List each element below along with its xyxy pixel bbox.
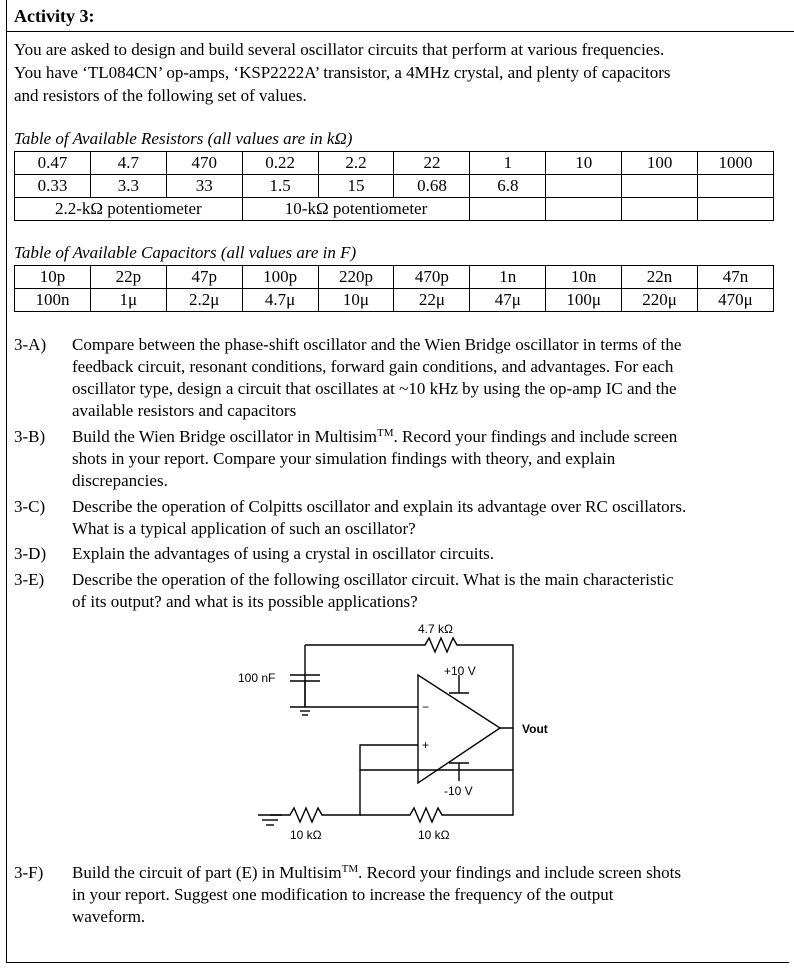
table-cell bbox=[546, 175, 622, 198]
capacitor-table bbox=[14, 265, 774, 312]
trademark: TM bbox=[376, 427, 394, 439]
intro-line: and resistors of the following set of values. bbox=[14, 86, 307, 105]
question-line: in your report. Suggest one modification to increase the frequency of the output bbox=[72, 885, 614, 904]
title-divider bbox=[6, 31, 794, 32]
table-cell: 2.2-kΩ potentiometer bbox=[15, 198, 243, 221]
label-vout: Vout bbox=[522, 722, 548, 736]
table-cell: 3.3 bbox=[90, 175, 166, 198]
table-cell bbox=[698, 175, 774, 198]
vminus-pin bbox=[449, 763, 469, 781]
table-cell: 15 bbox=[318, 175, 394, 198]
table-cell: 10μ bbox=[318, 289, 394, 312]
table-cell: 1.5 bbox=[242, 175, 318, 198]
label-capacitor: 100 nF bbox=[238, 671, 276, 685]
table-cell: 10n bbox=[546, 266, 622, 289]
question-text: . Record your findings and include screen bbox=[393, 427, 678, 446]
resistor-row-3 bbox=[15, 198, 774, 221]
trademark: TM bbox=[341, 863, 359, 875]
table-cell: 100 bbox=[622, 152, 698, 175]
resistor-row-1 bbox=[15, 152, 774, 175]
intro-paragraph bbox=[14, 38, 784, 107]
question-3d bbox=[14, 543, 784, 565]
table-cell bbox=[698, 198, 774, 221]
question-3e bbox=[14, 569, 784, 613]
resistor-row-2 bbox=[15, 175, 774, 198]
table-cell: 220μ bbox=[622, 289, 698, 312]
resistor-table-caption: Table of Available Resistors (all values are in kΩ) bbox=[14, 129, 353, 148]
question-text: Build the circuit of part (E) in Multisim bbox=[72, 863, 342, 882]
table-cell: 1000 bbox=[698, 152, 774, 175]
question-line: What is a typical application of such an oscillator? bbox=[72, 519, 416, 538]
table-cell: 4.7 bbox=[90, 152, 166, 175]
question-line: oscillator type, design a circuit that oscillates at ~10 kHz by using the op-amp IC and the bbox=[72, 379, 677, 398]
intro-line: You have ‘TL084CN’ op-amps, ‘KSP2222A’ transistor, a 4MHz crystal, and plenty of capacitors bbox=[14, 63, 671, 82]
table-cell: 100μ bbox=[546, 289, 622, 312]
table-cell: 2.2μ bbox=[166, 289, 242, 312]
question-line: feedback circuit, resonant conditions, forward gain conditions, and advantages. For each bbox=[72, 357, 674, 376]
question-line: Explain the advantages of using a crystal in oscillator circuits. bbox=[72, 544, 495, 563]
question-label: 3-D) bbox=[14, 544, 47, 563]
table-cell: 22 bbox=[394, 152, 470, 175]
divider-resistor bbox=[360, 770, 513, 822]
table-cell: 470 bbox=[166, 152, 242, 175]
intro-line: You are asked to design and build several oscillator circuits that perform at various frequencies. bbox=[14, 40, 665, 59]
feedback-wire bbox=[305, 638, 513, 728]
table-cell: 0.22 bbox=[242, 152, 318, 175]
table-cell: 22p bbox=[90, 266, 166, 289]
question-label: 3-A) bbox=[14, 335, 47, 354]
question-line: discrepancies. bbox=[72, 471, 168, 490]
table-cell: 1μ bbox=[90, 289, 166, 312]
question-3b bbox=[14, 426, 784, 492]
question-line: Compare between the phase-shift oscillator and the Wien Bridge oscillator in terms of the bbox=[72, 335, 682, 354]
question-3f bbox=[14, 862, 784, 928]
table-cell: 470p bbox=[394, 266, 470, 289]
table-cell bbox=[546, 198, 622, 221]
table-cell: 6.8 bbox=[470, 175, 546, 198]
table-cell bbox=[622, 175, 698, 198]
question-line: Describe the operation of Colpitts oscillator and explain its advantage over RC oscillators. bbox=[72, 497, 687, 516]
activity-title: Activity 3: bbox=[14, 6, 95, 26]
question-line: available resistors and capacitors bbox=[72, 401, 297, 420]
table-cell: 1n bbox=[470, 266, 546, 289]
table-cell: 10p bbox=[15, 266, 91, 289]
table-cell: 47p bbox=[166, 266, 242, 289]
table-cell: 220p bbox=[318, 266, 394, 289]
table-cell: 0.68 bbox=[394, 175, 470, 198]
table-cell bbox=[622, 198, 698, 221]
table-cell: 100p bbox=[242, 266, 318, 289]
question-3a bbox=[14, 334, 784, 422]
table-cell bbox=[470, 198, 546, 221]
question-line bbox=[72, 426, 784, 448]
question-line: waveform. bbox=[72, 907, 146, 926]
capacitor-table-caption: Table of Available Capacitors (all values are in F) bbox=[14, 243, 357, 262]
question-line: Describe the operation of the following oscillator circuit. What is the main characteristic bbox=[72, 570, 674, 589]
label-feedback-resistor: 4.7 kΩ bbox=[418, 622, 453, 636]
question-3c bbox=[14, 496, 784, 540]
table-cell: 0.33 bbox=[15, 175, 91, 198]
capacitor-row-1 bbox=[15, 266, 774, 289]
table-cell: 22μ bbox=[394, 289, 470, 312]
question-label: 3-F) bbox=[14, 863, 44, 882]
label-vminus: -10 V bbox=[444, 784, 473, 798]
label-divider-resistor: 10 kΩ bbox=[418, 828, 450, 842]
question-line: shots in your report. Compare your simulation findings with theory, and explain bbox=[72, 449, 616, 468]
table-cell: 47μ bbox=[470, 289, 546, 312]
question-text: . Record your findings and include screen shots bbox=[358, 863, 682, 882]
capacitor-row-2 bbox=[15, 289, 774, 312]
table-cell: 10-kΩ potentiometer bbox=[242, 198, 470, 221]
table-cell: 33 bbox=[166, 175, 242, 198]
table-cell: 0.47 bbox=[15, 152, 91, 175]
table-cell: 1 bbox=[470, 152, 546, 175]
ground-resistor bbox=[270, 770, 360, 822]
label-ground-resistor: 10 kΩ bbox=[290, 828, 322, 842]
question-label: 3-E) bbox=[14, 570, 45, 589]
table-cell: 470μ bbox=[697, 289, 773, 312]
question-text: Build the Wien Bridge oscillator in Multisim bbox=[72, 427, 377, 446]
question-label: 3-B) bbox=[14, 427, 46, 446]
oscillator-circuit-diagram bbox=[230, 615, 570, 845]
table-cell: 47n bbox=[697, 266, 773, 289]
label-vplus: +10 V bbox=[444, 664, 476, 678]
table-cell: 22n bbox=[622, 266, 698, 289]
inverting-input-wire bbox=[290, 645, 418, 707]
table-cell: 100n bbox=[15, 289, 91, 312]
table-cell: 10 bbox=[546, 152, 622, 175]
question-line: of its output? and what is its possible applications? bbox=[72, 592, 418, 611]
inverting-sign: − bbox=[422, 700, 430, 714]
question-line bbox=[72, 862, 784, 884]
resistor-table bbox=[14, 151, 774, 221]
table-cell: 2.2 bbox=[318, 152, 394, 175]
question-label: 3-C) bbox=[14, 497, 46, 516]
noninverting-sign: + bbox=[422, 738, 430, 752]
table-cell: 4.7μ bbox=[242, 289, 318, 312]
